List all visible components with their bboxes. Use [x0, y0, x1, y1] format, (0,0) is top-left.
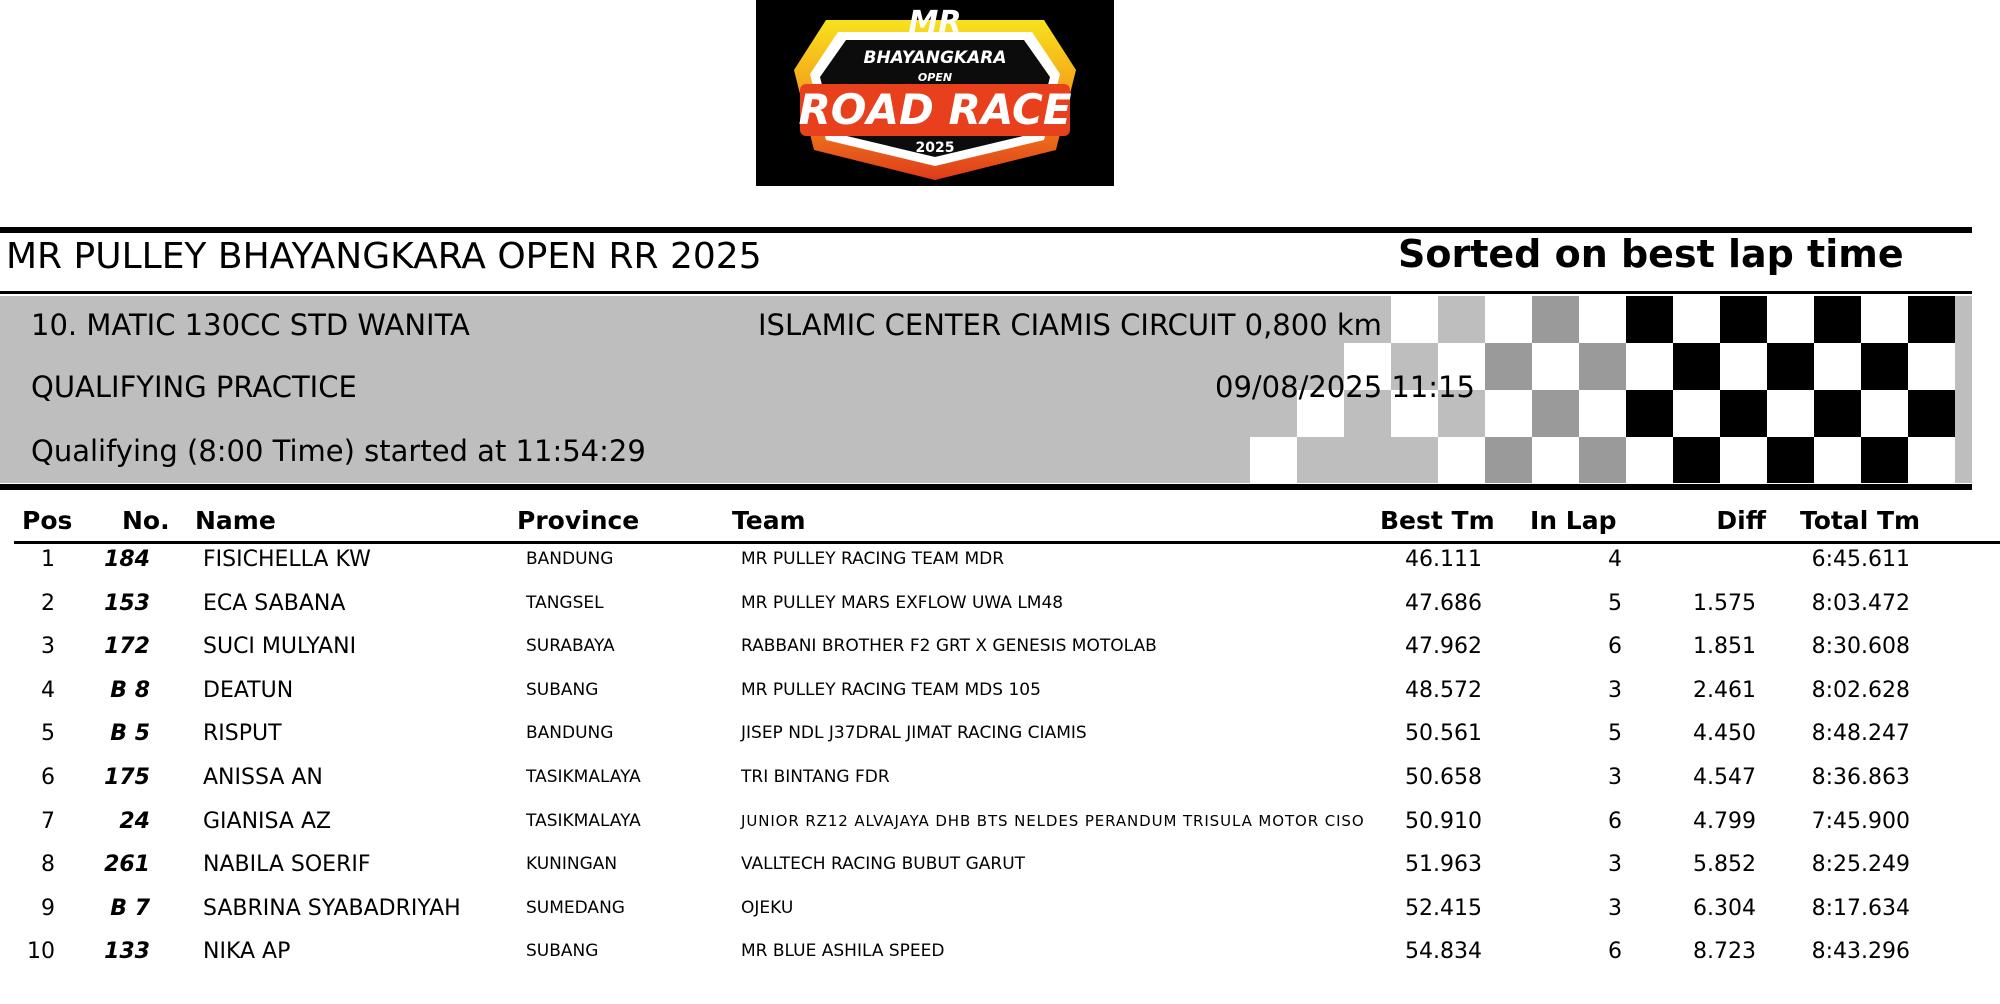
best-time-cell: 47.962 — [1405, 634, 1482, 660]
col-header-pos: Pos — [22, 506, 73, 535]
flag-square — [1626, 343, 1673, 390]
pos-cell: 5 — [41, 721, 55, 747]
pos-cell: 3 — [41, 634, 55, 660]
table-row — [0, 843, 2000, 886]
diff-cell: 5.852 — [1693, 852, 1756, 878]
pos-cell: 2 — [41, 590, 55, 616]
name-cell: SABRINA SYABADRIYAH — [203, 895, 461, 921]
province-cell: SUBANG — [526, 941, 599, 962]
flag-square — [1814, 390, 1861, 437]
pos-cell: 4 — [41, 677, 55, 703]
pos-cell: 10 — [27, 939, 55, 965]
province-cell: TASIKMALAYA — [526, 810, 641, 831]
flag-square — [1391, 437, 1438, 483]
number-cell: 5 B — [110, 721, 150, 747]
col-header-name: Name — [195, 506, 276, 535]
diff-cell: 8.723 — [1693, 939, 1756, 965]
logo-line3: ROAD RACE — [798, 85, 1072, 134]
pos-cell: 7 — [41, 808, 55, 834]
in-lap-cell: 3 — [1608, 895, 1622, 921]
flag-square — [1673, 390, 1720, 437]
best-time-cell: 50.910 — [1405, 808, 1482, 834]
table-row — [0, 930, 2000, 973]
in-lap-cell: 5 — [1608, 590, 1622, 616]
diff-cell: 2.461 — [1693, 677, 1756, 703]
diff-cell — [1660, 538, 1756, 581]
province-cell: TANGSEL — [526, 592, 604, 613]
team-cell: VALLTECH RACING BUBUT GARUT — [741, 854, 1026, 875]
flag-square — [1767, 437, 1814, 483]
circuit-info: ISLAMIC CENTER CIAMIS CIRCUIT 0,800 km — [758, 308, 1382, 342]
team-cell: OJEKU — [741, 897, 794, 918]
number-cell: 175 — [104, 765, 150, 790]
number-cell: 7 B — [110, 895, 150, 921]
flag-square — [1720, 296, 1767, 343]
in-lap-cell: 3 — [1608, 677, 1622, 703]
total-time-cell: 8:30.608 — [1811, 634, 1910, 660]
number-cell: 153 — [104, 590, 150, 616]
flag-square — [1908, 390, 1955, 437]
flag-square — [1532, 343, 1579, 390]
table-row — [0, 800, 2000, 843]
number-cell: 261 — [104, 852, 150, 878]
flag-square — [1579, 390, 1626, 437]
number-cell: 133 — [104, 939, 150, 965]
province-cell: SUBANG — [526, 679, 599, 700]
logo-brand: MR — [908, 5, 962, 40]
province-cell: SURABAYA — [526, 636, 615, 657]
col-header-in-lap: In Lap — [1530, 506, 1617, 535]
session-datetime: 09/08/2025 11:15 — [1215, 370, 1475, 404]
table-row — [0, 538, 2000, 581]
name-cell: RISPUT — [203, 721, 282, 747]
total-time-cell: 8:25.249 — [1811, 852, 1910, 878]
flag-square — [1861, 390, 1908, 437]
flag-square — [1861, 343, 1908, 390]
number-cell: 8 B — [110, 677, 150, 703]
province-cell: BANDUNG — [526, 723, 614, 744]
flag-square — [1579, 343, 1626, 390]
name-cell: SUCI MULYANI — [203, 634, 357, 660]
flag-square — [1532, 390, 1579, 437]
event-info-panel — [0, 296, 1972, 483]
page-title: MR PULLEY BHAYANGKARA OPEN RR 2025 — [6, 236, 762, 277]
flag-square — [1673, 437, 1720, 483]
in-lap-cell: 4 — [1608, 547, 1622, 572]
total-time-cell: 8:36.863 — [1811, 765, 1910, 790]
team-cell: TRI BINTANG FDR — [741, 767, 890, 787]
team-cell: MR PULLEY MARS EXFLOW UWA LM48 — [741, 592, 1064, 613]
table-row — [0, 712, 2000, 755]
flag-square — [1767, 390, 1814, 437]
col-header-team: Team — [732, 506, 806, 535]
table-row — [0, 887, 2000, 930]
pos-cell: 1 — [41, 547, 55, 572]
total-time-cell: 8:17.634 — [1811, 895, 1910, 921]
flag-square — [1908, 437, 1955, 483]
col-header-best-time: Best Tm — [1380, 506, 1495, 535]
table-row — [0, 756, 2000, 799]
logo-line1: BHAYANGKARA — [863, 48, 1007, 68]
flag-square — [1720, 343, 1767, 390]
in-lap-cell: 6 — [1608, 939, 1622, 965]
flag-square — [1438, 296, 1485, 343]
best-time-cell: 54.834 — [1405, 939, 1482, 965]
in-lap-cell: 3 — [1608, 852, 1622, 878]
province-cell: BANDUNG — [526, 549, 614, 569]
flag-square — [1438, 437, 1485, 483]
panel-bottom-rule — [0, 484, 1972, 490]
team-cell: MR PULLEY RACING TEAM MDS 105 — [741, 679, 1041, 700]
name-cell: FISICHELLA KW — [203, 547, 371, 572]
total-time-cell: 8:48.247 — [1811, 721, 1910, 747]
team-cell: JISEP NDL J37DRAL JIMAT RACING CIAMIS — [741, 723, 1087, 744]
flag-square — [1814, 437, 1861, 483]
diff-cell: 4.799 — [1693, 808, 1756, 834]
title-bottom-rule — [0, 291, 1972, 294]
name-cell: ECA SABANA — [203, 590, 346, 616]
name-cell: NABILA SOERIF — [203, 852, 371, 878]
best-time-cell: 46.111 — [1405, 547, 1482, 572]
province-cell: TASIKMALAYA — [526, 767, 641, 787]
flag-square — [1720, 437, 1767, 483]
col-header-province: Province — [517, 506, 640, 535]
flag-square — [1908, 296, 1955, 343]
diff-cell: 4.450 — [1693, 721, 1756, 747]
flag-square — [1767, 296, 1814, 343]
diff-cell: 1.851 — [1693, 634, 1756, 660]
flag-square — [1485, 296, 1532, 343]
pos-cell: 9 — [41, 895, 55, 921]
province-cell: SUMEDANG — [526, 897, 625, 918]
total-time-cell: 7:45.900 — [1811, 808, 1910, 834]
best-time-cell: 50.658 — [1405, 765, 1482, 790]
total-time-cell: 8:43.296 — [1811, 939, 1910, 965]
event-logo — [756, 0, 1114, 186]
province-cell: KUNINGAN — [526, 854, 618, 875]
table-row — [0, 625, 2000, 668]
in-lap-cell: 3 — [1608, 765, 1622, 790]
flag-square — [1485, 343, 1532, 390]
team-cell: MR BLUE ASHILA SPEED — [741, 941, 945, 962]
diff-cell: 6.304 — [1693, 895, 1756, 921]
col-header-total-time: Total Tm — [1800, 506, 1921, 535]
logo-line2: OPEN — [917, 71, 953, 84]
flag-square — [1579, 296, 1626, 343]
flag-square — [1626, 296, 1673, 343]
flag-square — [1579, 437, 1626, 483]
col-header-diff: Diff — [1716, 506, 1766, 535]
flag-square — [1626, 437, 1673, 483]
table-row — [0, 669, 2000, 712]
session-name: QUALIFYING PRACTICE — [31, 370, 357, 404]
number-cell: 24 — [119, 808, 150, 834]
flag-square — [1673, 296, 1720, 343]
flag-square — [1908, 343, 1955, 390]
race-class: 10. MATIC 130CC STD WANITA — [31, 308, 470, 342]
in-lap-cell: 6 — [1608, 634, 1622, 660]
flag-square — [1626, 390, 1673, 437]
flag-square — [1532, 296, 1579, 343]
flag-square — [1861, 296, 1908, 343]
name-cell: ANISSA AN — [203, 765, 323, 790]
total-time-cell: 8:02.628 — [1811, 677, 1910, 703]
diff-cell: 4.547 — [1693, 765, 1756, 790]
flag-square — [1485, 390, 1532, 437]
team-cell: MR PULLEY RACING TEAM MDR — [741, 549, 1005, 569]
number-cell: 184 — [104, 547, 150, 572]
name-cell: NIKA AP — [203, 939, 291, 965]
team-cell: RABBANI BROTHER F2 GRT X GENESIS MOTOLAB — [741, 636, 1157, 657]
logo-year: 2025 — [915, 140, 955, 156]
best-time-cell: 48.572 — [1405, 677, 1482, 703]
sort-note: Sorted on best lap time — [1398, 232, 1904, 276]
number-cell: 172 — [104, 634, 150, 660]
flag-square — [1673, 343, 1720, 390]
flag-square — [1250, 437, 1297, 483]
best-time-cell: 51.963 — [1405, 852, 1482, 878]
pos-cell: 8 — [41, 852, 55, 878]
flag-square — [1391, 296, 1438, 343]
best-time-cell: 47.686 — [1405, 590, 1482, 616]
pos-cell: 6 — [41, 765, 55, 790]
road-race-logo — [756, 0, 1114, 186]
diff-cell: 1.575 — [1693, 590, 1756, 616]
name-cell: DEATUN — [203, 677, 294, 703]
total-time-cell: 6:45.611 — [1811, 547, 1910, 572]
total-time-cell: 8:03.472 — [1811, 590, 1910, 616]
session-start-info: Qualifying (8:00 Time) started at 11:54:29 — [31, 434, 646, 468]
flag-square — [1720, 390, 1767, 437]
in-lap-cell: 5 — [1608, 721, 1622, 747]
flag-square — [1861, 437, 1908, 483]
name-cell: GIANISA AZ — [203, 808, 332, 834]
col-header-no: No. — [122, 506, 170, 535]
team-cell: JUNIOR RZ12 ALVAJAYA DHB BTS NELDES PERANDUM TRISULA MOTOR CISO — [741, 811, 1365, 830]
best-time-cell: 52.415 — [1405, 895, 1482, 921]
flag-square — [1532, 437, 1579, 483]
flag-square — [1485, 437, 1532, 483]
in-lap-cell: 6 — [1608, 808, 1622, 834]
best-time-cell: 50.561 — [1405, 721, 1482, 747]
table-row — [0, 582, 2000, 625]
flag-square — [1814, 343, 1861, 390]
flag-square — [1814, 296, 1861, 343]
flag-square — [1767, 343, 1814, 390]
